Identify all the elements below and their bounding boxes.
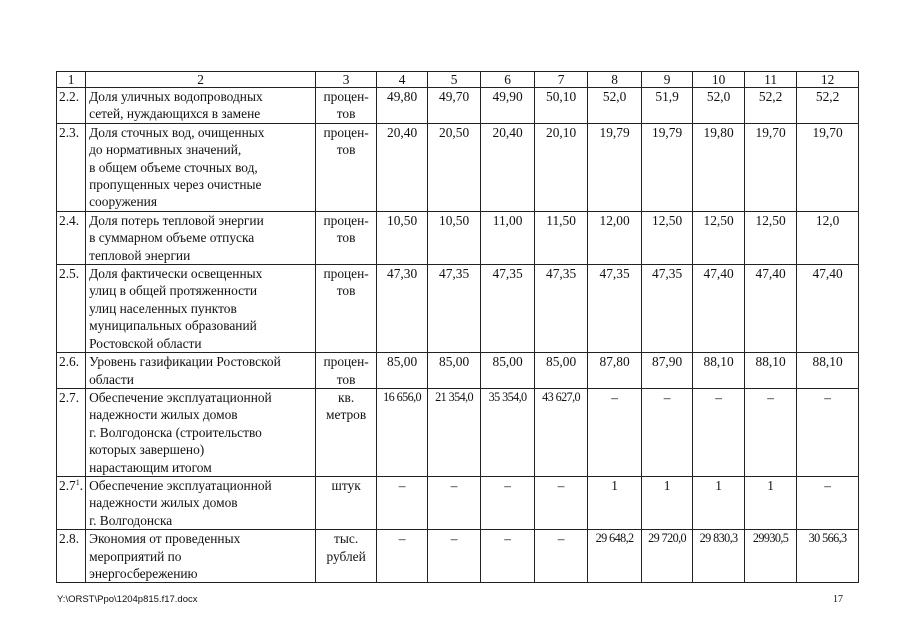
unit-line: тов (336, 371, 356, 387)
unit-line: тов (336, 283, 356, 299)
indicator-line: муниципальных образований (89, 318, 257, 334)
row-number-text: 2.6. (59, 354, 80, 370)
indicator-line: Экономия от проведенных (89, 531, 241, 547)
value-cell: – (797, 476, 859, 529)
value-cell: 47,35 (481, 265, 535, 353)
value-cell: 47,35 (642, 265, 693, 353)
unit-of-measure (316, 353, 377, 389)
indicator-line: мероприятий по (89, 548, 182, 564)
unit-line: тов (336, 106, 356, 122)
indicator-line: улиц населенных пунктов (89, 300, 237, 316)
value-cell: 47,35 (535, 265, 588, 353)
header-cell: 9 (642, 72, 693, 88)
row-number (57, 123, 86, 211)
indicator-line: тепловой энергии (89, 247, 191, 263)
value-cell: 47,40 (693, 265, 745, 353)
indicator-name (86, 476, 316, 529)
value-cell: 19,79 (642, 123, 693, 211)
value-cell: 12,50 (745, 211, 797, 264)
value-cell: 85,00 (535, 353, 588, 389)
value-cell: 29 830,3 (693, 530, 745, 583)
value-cell: 47,35 (588, 265, 642, 353)
table-body (57, 72, 859, 583)
indicator-line: надежности жилых домов (89, 407, 238, 423)
indicator-line: пропущенных через очистные (89, 177, 262, 193)
indicator-line: г. Волгодонска (89, 512, 173, 528)
value-cell: – (481, 530, 535, 583)
unit-of-measure (316, 265, 377, 353)
value-cell: 52,0 (693, 88, 745, 124)
indicator-line: нарастающим итогом (89, 459, 212, 475)
row-number-text: 2.3. (59, 124, 80, 140)
value-cell: – (642, 388, 693, 476)
value-cell: 29930,5 (745, 530, 797, 583)
value-cell: 19,70 (745, 123, 797, 211)
footer-file-path: Y:\ORST\Ppo\1204p815.f17.docx (57, 594, 198, 605)
header-cell: 12 (797, 72, 859, 88)
indicator-name (86, 88, 316, 124)
indicator-name (86, 123, 316, 211)
unit-line: процен- (323, 354, 369, 370)
value-cell: 88,10 (693, 353, 745, 389)
row-number-superscript: 1 (75, 477, 80, 487)
indicator-line: Доля сточных вод, очищенных (89, 124, 265, 140)
value-cell: 51,9 (642, 88, 693, 124)
row-number-text: 2.7 (59, 477, 76, 493)
unit-line: тов (336, 142, 356, 158)
value-cell: 29 720,0 (642, 530, 693, 583)
value-cell: 10,50 (377, 211, 428, 264)
value-cell: 85,00 (481, 353, 535, 389)
row-number-suffix: . (79, 477, 84, 493)
value-cell: 87,90 (642, 353, 693, 389)
value-cell: 49,90 (481, 88, 535, 124)
indicator-line: г. Волгодонска (строительство (89, 424, 262, 440)
value-cell: – (588, 388, 642, 476)
value-cell: 20,40 (481, 123, 535, 211)
unit-line: тов (336, 230, 356, 246)
value-cell: 29 648,2 (588, 530, 642, 583)
unit-line: кв. (338, 389, 355, 405)
header-cell: 7 (535, 72, 588, 88)
unit-of-measure (316, 476, 377, 529)
header-cell: 3 (316, 72, 377, 88)
unit-line: процен- (323, 212, 369, 228)
value-cell: 88,10 (797, 353, 859, 389)
value-cell: 12,00 (588, 211, 642, 264)
table-row (57, 123, 859, 211)
value-cell: 87,80 (588, 353, 642, 389)
value-cell: 85,00 (428, 353, 481, 389)
value-cell: 52,2 (797, 88, 859, 124)
indicator-line: Ростовской области (89, 335, 202, 351)
value-cell: 16 656,0 (377, 388, 428, 476)
value-cell: – (535, 530, 588, 583)
indicator-line: до нормативных значений, (89, 142, 242, 158)
value-cell: 35 354,0 (481, 388, 535, 476)
indicator-line: надежности жилых домов (89, 495, 238, 511)
indicator-line: сооружения (89, 194, 157, 210)
row-number (57, 388, 86, 476)
value-cell: 20,10 (535, 123, 588, 211)
header-cell: 4 (377, 72, 428, 88)
indicator-line: Доля уличных водопроводных (89, 89, 263, 104)
value-cell: 20,50 (428, 123, 481, 211)
header-cell: 6 (481, 72, 535, 88)
header-cell: 5 (428, 72, 481, 88)
unit-line: процен- (323, 124, 369, 140)
value-cell: 19,70 (797, 123, 859, 211)
table-row (57, 265, 859, 353)
value-cell: 49,80 (377, 88, 428, 124)
table-row (57, 476, 859, 529)
indicator-name (86, 265, 316, 353)
indicator-name (86, 211, 316, 264)
row-number (57, 88, 86, 124)
value-cell: 11,00 (481, 211, 535, 264)
value-cell: – (745, 388, 797, 476)
row-number (57, 211, 86, 264)
value-cell: 10,50 (428, 211, 481, 264)
header-cell: 11 (745, 72, 797, 88)
unit-line: процен- (323, 89, 369, 104)
value-cell: 12,50 (642, 211, 693, 264)
header-cell: 10 (693, 72, 745, 88)
value-cell: 20,40 (377, 123, 428, 211)
row-number-text: 2.4. (59, 212, 80, 228)
indicator-line: в общем объеме сточных вод, (89, 159, 258, 175)
row-number-text: 2.2. (59, 89, 80, 104)
indicator-line: которых завершено) (89, 442, 205, 458)
value-cell: 1 (642, 476, 693, 529)
indicator-line: Обеспечение эксплуатационной (89, 477, 272, 493)
unit-of-measure (316, 88, 377, 124)
table-row (57, 211, 859, 264)
header-cell: 2 (86, 72, 316, 88)
table-row (57, 353, 859, 389)
value-cell: – (428, 530, 481, 583)
value-cell: 85,00 (377, 353, 428, 389)
header-cell: 8 (588, 72, 642, 88)
indicator-line: Доля потерь тепловой энергии (89, 212, 264, 228)
unit-line: тыс. (334, 531, 359, 547)
row-number-text: 2.8. (59, 531, 80, 547)
value-cell: 49,70 (428, 88, 481, 124)
value-cell: 19,80 (693, 123, 745, 211)
indicator-line: Доля фактически освещенных (89, 266, 263, 282)
unit-line: процен- (323, 266, 369, 282)
unit-of-measure (316, 123, 377, 211)
row-number (57, 265, 86, 353)
value-cell: 43 627,0 (535, 388, 588, 476)
value-cell: 1 (588, 476, 642, 529)
value-cell: 11,50 (535, 211, 588, 264)
value-cell: 1 (745, 476, 797, 529)
value-cell: 30 566,3 (797, 530, 859, 583)
indicator-name (86, 530, 316, 583)
value-cell: 88,10 (745, 353, 797, 389)
header-cell: 1 (57, 72, 86, 88)
value-cell: 21 354,0 (428, 388, 481, 476)
row-number (57, 476, 86, 529)
value-cell: 50,10 (535, 88, 588, 124)
indicator-line: области (89, 371, 134, 387)
value-cell: 47,40 (745, 265, 797, 353)
indicator-line: Обеспечение эксплуатационной (89, 389, 272, 405)
unit-line: штук (331, 477, 361, 493)
indicator-name (86, 388, 316, 476)
row-number-text: 2.5. (59, 266, 80, 282)
indicators-table (56, 71, 859, 583)
value-cell: 47,35 (428, 265, 481, 353)
value-cell: – (693, 388, 745, 476)
table-row (57, 530, 859, 583)
value-cell: – (428, 476, 481, 529)
indicator-line: Уровень газификации Ростовской (89, 354, 281, 370)
unit-of-measure (316, 530, 377, 583)
value-cell: – (797, 388, 859, 476)
value-cell: 12,50 (693, 211, 745, 264)
indicator-line: улиц в общей протяженности (89, 283, 258, 299)
row-number (57, 530, 86, 583)
value-cell: – (377, 476, 428, 529)
value-cell: 47,30 (377, 265, 428, 353)
indicator-line: в суммарном объеме отпуска (89, 230, 255, 246)
value-cell: – (481, 476, 535, 529)
unit-of-measure (316, 211, 377, 264)
unit-of-measure (316, 388, 377, 476)
value-cell: – (377, 530, 428, 583)
row-number-text: 2.7. (59, 389, 80, 405)
unit-line: метров (326, 407, 367, 423)
value-cell: 52,2 (745, 88, 797, 124)
table-header-row (57, 72, 859, 88)
value-cell: 47,40 (797, 265, 859, 353)
value-cell: 1 (693, 476, 745, 529)
table-row (57, 388, 859, 476)
value-cell: 19,79 (588, 123, 642, 211)
value-cell: 52,0 (588, 88, 642, 124)
indicator-line: энергосбережению (89, 565, 198, 581)
table-row (57, 88, 859, 124)
unit-line: рублей (326, 548, 366, 564)
row-number (57, 353, 86, 389)
page-number: 17 (833, 594, 843, 605)
value-cell: – (535, 476, 588, 529)
indicator-name (86, 353, 316, 389)
value-cell: 12,0 (797, 211, 859, 264)
indicator-line: сетей, нуждающихся в замене (89, 106, 261, 122)
